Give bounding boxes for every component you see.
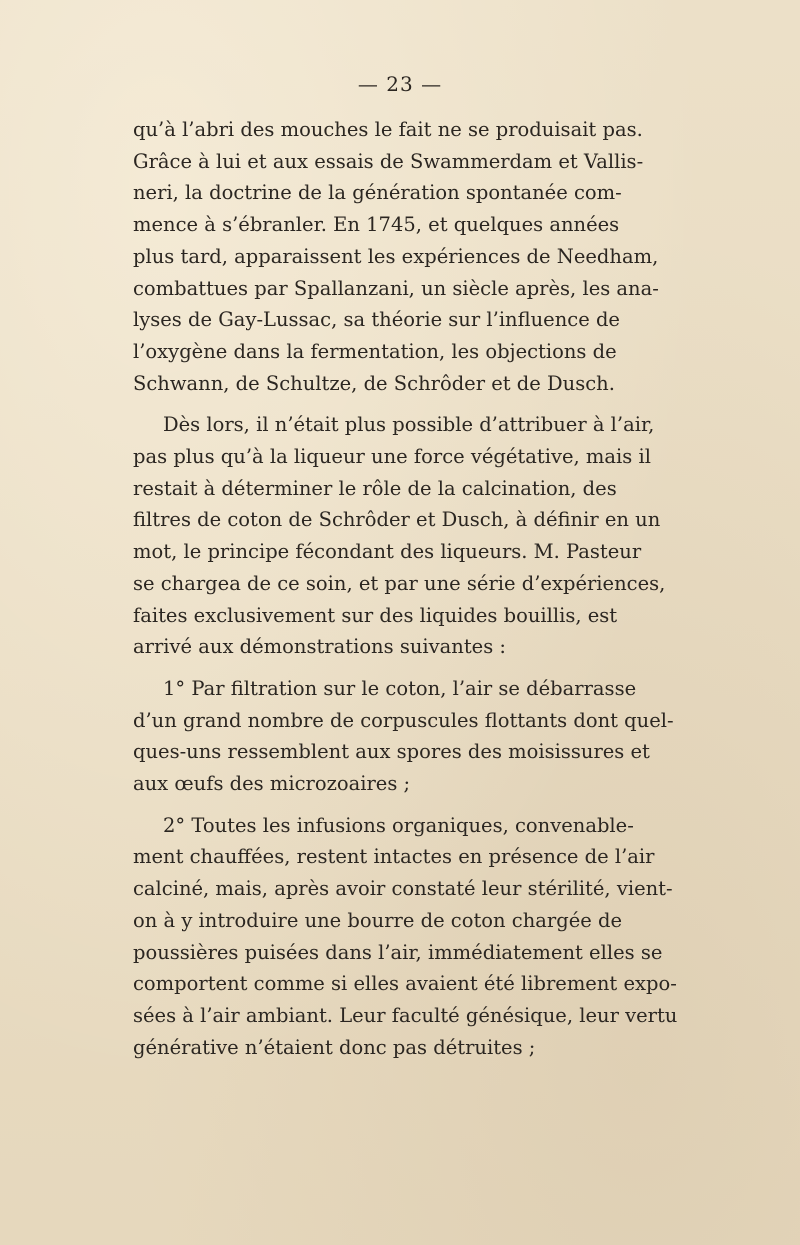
text-line: restait à déterminer le rôle de la calcination, des bbox=[133, 476, 617, 500]
text-line: sées à l’air ambiant. Leur faculté génésique, leur vertu bbox=[133, 1003, 678, 1027]
text-line: qu’à l’abri des mouches le fait ne se produisait pas. bbox=[133, 118, 643, 141]
text-line: mot, le principe fécondant des liqueurs. M. Pasteur bbox=[133, 540, 642, 564]
paragraph bbox=[133, 409, 666, 663]
text-line: calciné, mais, après avoir constaté leur stérilité, vient- bbox=[133, 877, 673, 901]
text-line: ment chauffées, restent intactes en présence de l’air bbox=[133, 845, 655, 869]
text-line: combattues par Spallanzani, un siècle après, les ana- bbox=[133, 276, 659, 300]
text-line: 2° Toutes les infusions organiques, convenable- bbox=[163, 813, 634, 837]
text-line: arrivé aux démonstrations suivantes : bbox=[133, 635, 506, 659]
body-text bbox=[133, 114, 678, 1073]
page-number: — 23 — bbox=[357, 72, 443, 96]
text-line: filtres de coton de Schrôder et Dusch, à définir en un bbox=[133, 508, 661, 532]
text-line: faites exclusivement sur des liquides bouillis, est bbox=[133, 603, 618, 627]
text-line: se chargea de ce soin, et par une série d’expériences, bbox=[133, 571, 666, 595]
paragraph bbox=[133, 673, 674, 800]
text-line: pas plus qu’à la liqueur une force végétative, mais il bbox=[133, 445, 651, 469]
text-line: Dès lors, il n’était plus possible d’attribuer à l’air, bbox=[163, 413, 655, 437]
text-line: ques-uns ressemblent aux spores des moisissures et bbox=[133, 740, 650, 764]
paragraph bbox=[133, 810, 678, 1064]
text-line: poussières puisées dans l’air, immédiatement elles se bbox=[133, 940, 663, 964]
text-line: d’un grand nombre de corpuscules flottants dont quel- bbox=[133, 708, 674, 732]
text-line: plus tard, apparaissent les expériences de Needham, bbox=[133, 244, 659, 268]
text-line: on à y introduire une bourre de coton chargée de bbox=[133, 908, 623, 932]
paragraph bbox=[133, 114, 659, 399]
text-line: l’oxygène dans la fermentation, les objections de bbox=[133, 339, 617, 363]
text-line: comportent comme si elles avaient été librement expo- bbox=[133, 972, 677, 996]
text-line: Schwann, de Schultze, de Schrôder et de Dusch. bbox=[133, 371, 615, 395]
text-line: 1° Par filtration sur le coton, l’air se débarrasse bbox=[163, 676, 637, 700]
text-line: générative n’étaient donc pas détruites ; bbox=[133, 1035, 536, 1059]
text-line: Grâce à lui et aux essais de Swammerdam et Vallis- bbox=[133, 149, 644, 173]
text-line: neri, la doctrine de la génération spontanée com- bbox=[133, 181, 622, 205]
text-line: aux œufs des microzoaires ; bbox=[133, 772, 411, 796]
text-line: lyses de Gay-Lussac, sa théorie sur l’influence de bbox=[133, 308, 620, 332]
text-line: mence à s’ébranler. En 1745, et quelques années bbox=[133, 213, 620, 237]
